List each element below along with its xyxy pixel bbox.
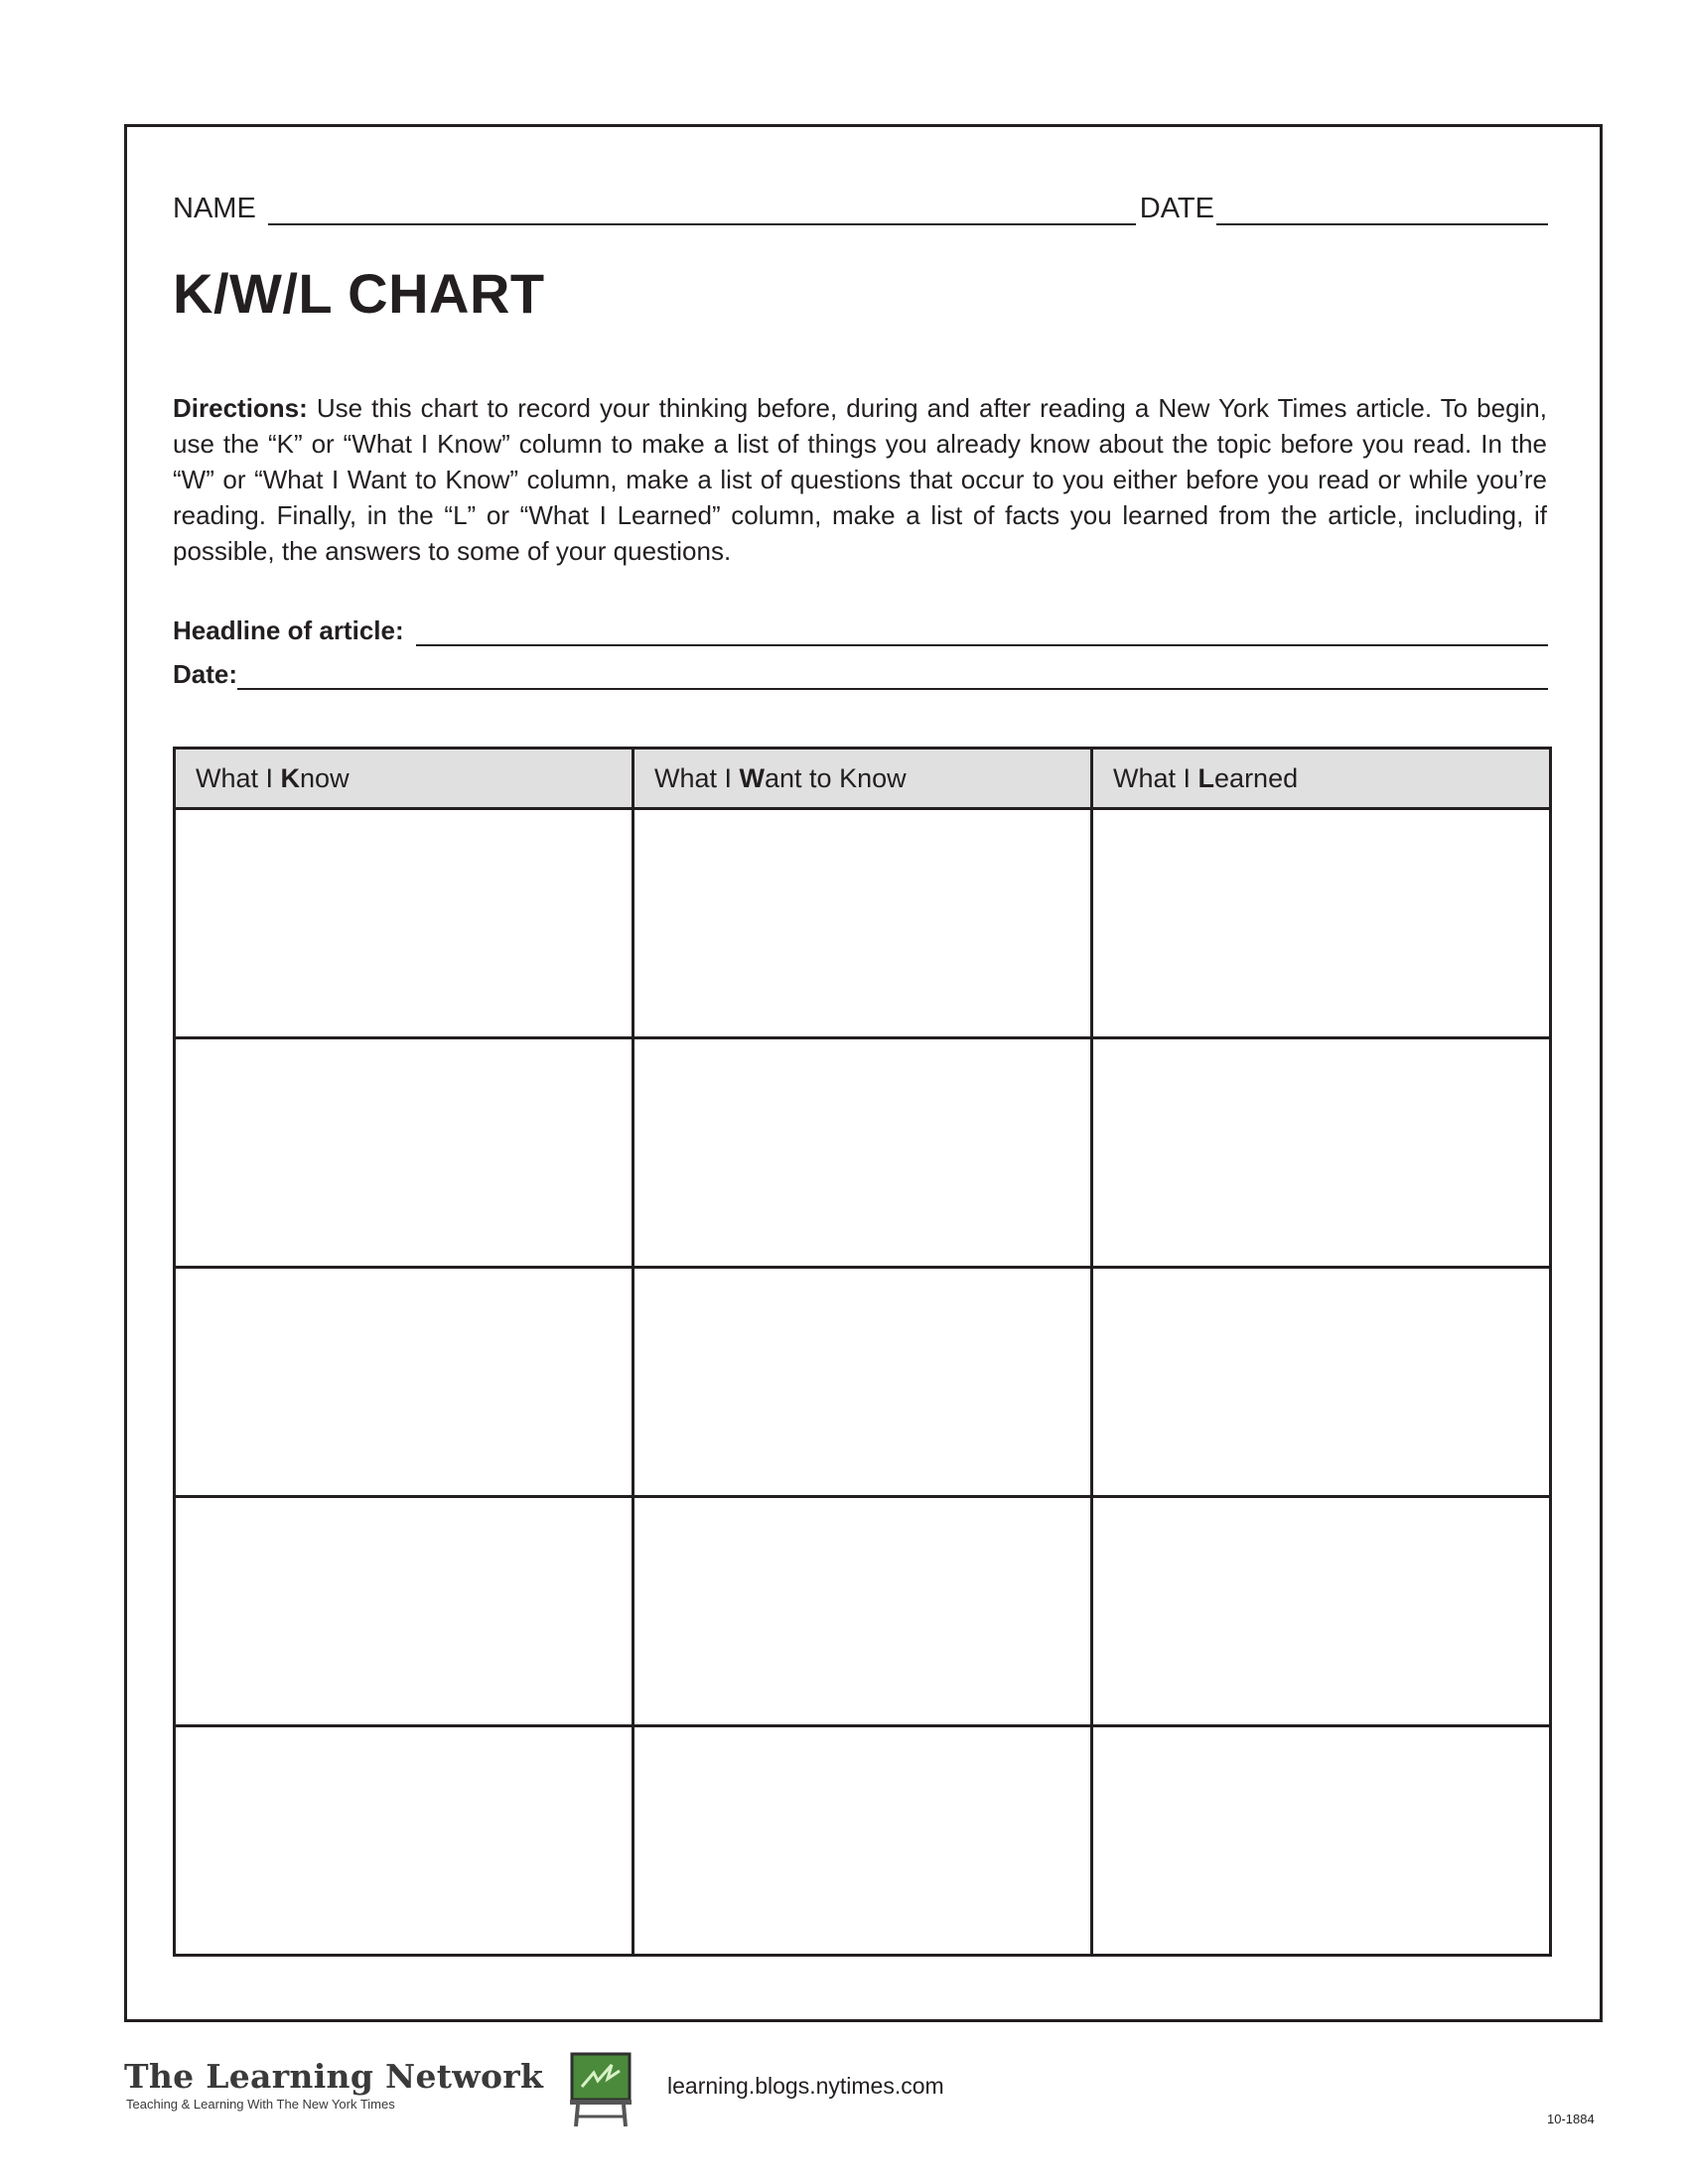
directions-label: Directions: [173, 393, 308, 423]
site-url: learning.blogs.nytimes.com [667, 2073, 944, 2099]
headline-row [173, 615, 1548, 646]
cell-want[interactable] [633, 1497, 1092, 1726]
directions [173, 390, 1547, 569]
headline-field[interactable] [416, 622, 1548, 646]
document-code: 10-1884 [1547, 2112, 1595, 2126]
kwl-table [173, 747, 1552, 1957]
cell-know[interactable] [175, 1038, 633, 1268]
cell-know[interactable] [175, 809, 633, 1038]
page-title: K/W/L CHART [173, 262, 545, 325]
name-label: NAME [173, 193, 256, 224]
name-date-row [173, 186, 1548, 225]
cell-learned[interactable] [1092, 1497, 1551, 1726]
table-row [175, 809, 1551, 1038]
cell-learned[interactable] [1092, 1268, 1551, 1497]
table-row [175, 1497, 1551, 1726]
cell-learned[interactable] [1092, 1726, 1551, 1956]
date-label: DATE [1139, 193, 1214, 224]
cell-want[interactable] [633, 1268, 1092, 1497]
name-field[interactable] [268, 196, 1136, 225]
logo-title: The Learning Network [124, 2057, 544, 2096]
date-field[interactable] [1216, 196, 1548, 225]
cell-know[interactable] [175, 1497, 633, 1726]
cell-know[interactable] [175, 1726, 633, 1956]
table-row [175, 1726, 1551, 1956]
cell-learned[interactable] [1092, 809, 1551, 1038]
logo-tagline: Teaching & Learning With The New York Times [126, 2097, 395, 2112]
column-header-want: What I Want to Know [633, 749, 1092, 809]
column-header-know: What I Know [175, 749, 633, 809]
chalkboard-icon [568, 2051, 633, 2130]
cell-want[interactable] [633, 1038, 1092, 1268]
directions-text: Use this chart to record your thinking before, during and after reading a New York Times article. To begin, use the “K” or “What I Know” column to make a list of things you already know about the topic before you read. In the “W” or “What I Want to Know” column, make a list of questions that occur to you either before you read or while you’re reading. Finally, in the “L” or “What I Learned” column, make a list of facts you learned from the article, including, if possible, the answers to some of your questions. [173, 393, 1547, 566]
table-row [175, 1038, 1551, 1268]
headline-label: Headline of article: [173, 615, 404, 645]
article-date-field[interactable] [237, 666, 1548, 690]
learning-network-logo [124, 2059, 543, 2112]
article-date-row [173, 659, 1548, 690]
table-row [175, 1268, 1551, 1497]
article-date-label: Date: [173, 659, 238, 689]
column-header-learned: What I Learned [1092, 749, 1551, 809]
cell-learned[interactable] [1092, 1038, 1551, 1268]
cell-want[interactable] [633, 1726, 1092, 1956]
cell-know[interactable] [175, 1268, 633, 1497]
kwl-header-row [175, 749, 1551, 809]
cell-want[interactable] [633, 809, 1092, 1038]
